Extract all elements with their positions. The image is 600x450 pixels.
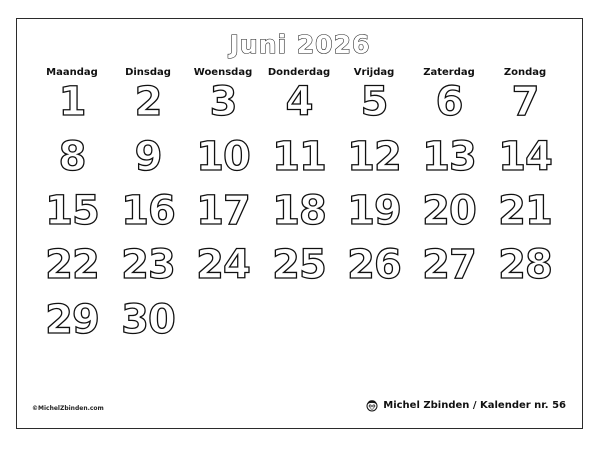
day-cell: 7 bbox=[511, 79, 539, 125]
weekday-label: Maandag bbox=[46, 67, 98, 78]
day-cell: 6 bbox=[435, 79, 463, 125]
day-cell: 13 bbox=[422, 134, 476, 180]
day-cell: 11 bbox=[272, 134, 326, 180]
cartoon-face-icon bbox=[365, 398, 379, 412]
day-cell: 24 bbox=[196, 242, 250, 288]
website-credit: ©MichelZbinden.com bbox=[32, 405, 104, 412]
day-cell: 10 bbox=[196, 134, 250, 180]
weekday-label: Dinsdag bbox=[125, 67, 171, 78]
day-cell: 16 bbox=[121, 188, 175, 234]
credit-text: Michel Zbinden / Kalender nr. 56 bbox=[383, 399, 566, 411]
weekday-label: Zaterdag bbox=[423, 67, 475, 78]
calendar-title: Juni 2026 bbox=[229, 30, 371, 59]
day-cell: 28 bbox=[498, 242, 552, 288]
day-cell: 18 bbox=[272, 188, 326, 234]
day-cell: 20 bbox=[422, 188, 476, 234]
day-cell: 15 bbox=[45, 188, 99, 234]
weekday-label: Woensdag bbox=[193, 67, 253, 78]
weekday-label: Donderdag bbox=[267, 67, 331, 78]
day-cell: 21 bbox=[498, 188, 552, 234]
weekday-label: Zondag bbox=[503, 67, 547, 78]
day-cell: 29 bbox=[45, 297, 99, 343]
day-cell: 9 bbox=[134, 134, 162, 180]
day-cell: 22 bbox=[45, 242, 99, 288]
day-cell: 26 bbox=[347, 242, 401, 288]
day-cell: 12 bbox=[347, 134, 401, 180]
day-cell: 19 bbox=[347, 188, 401, 234]
day-cell: 2 bbox=[134, 79, 162, 125]
day-cell: 27 bbox=[422, 242, 476, 288]
day-cell: 25 bbox=[272, 242, 326, 288]
day-cell: 4 bbox=[285, 79, 313, 125]
author-credit bbox=[365, 398, 566, 412]
day-cell: 8 bbox=[58, 134, 86, 180]
day-cell: 23 bbox=[121, 242, 175, 288]
day-cell: 14 bbox=[498, 134, 552, 180]
day-cell: 30 bbox=[121, 297, 175, 343]
day-cell: 3 bbox=[209, 79, 237, 125]
day-cell: 5 bbox=[360, 79, 388, 125]
day-cell: 1 bbox=[58, 79, 86, 125]
day-cell: 17 bbox=[196, 188, 250, 234]
weekday-label: Vrijdag bbox=[353, 67, 395, 78]
